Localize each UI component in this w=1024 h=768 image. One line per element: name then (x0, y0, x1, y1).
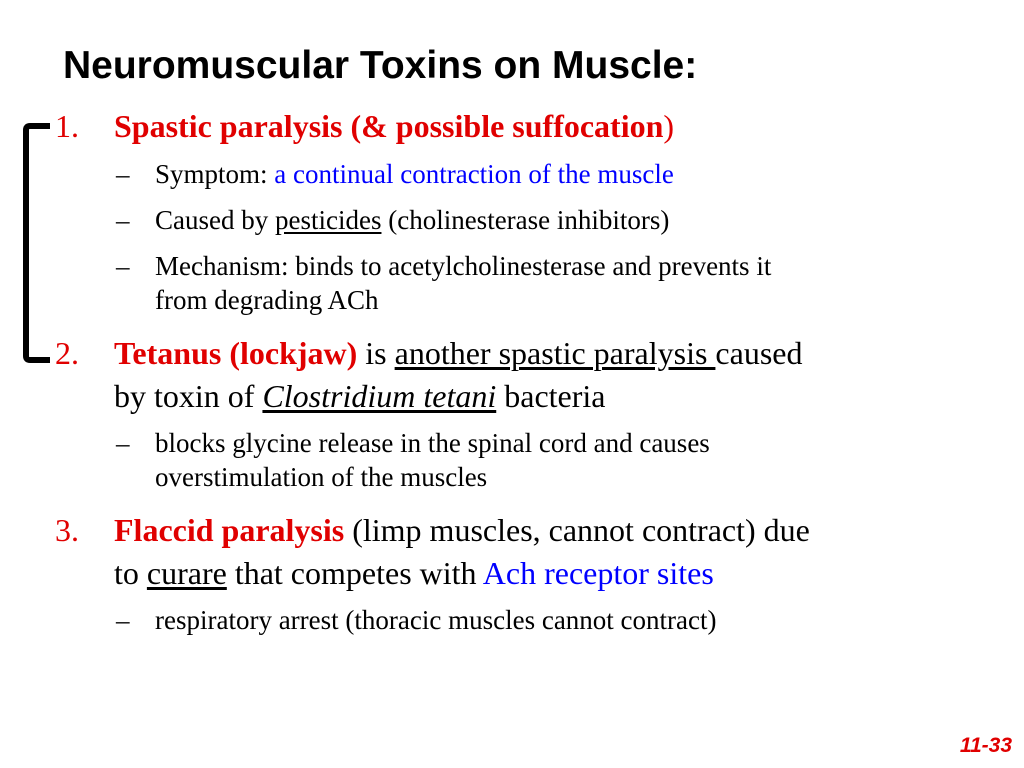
item-3-sub-1-dash: – (116, 605, 130, 635)
item-2-underlined: another spastic paralysis (394, 335, 716, 371)
sub-suffix: (cholinesterase inhibitors) (381, 205, 670, 235)
item-2-heading: Tetanus (lockjaw) (114, 335, 358, 371)
slide-title: Neuromuscular Toxins on Muscle: (63, 44, 698, 87)
item-2-sub-1-line-1: blocks glycine release in the spinal cord and causes (155, 428, 710, 458)
item-2-line-2 (114, 378, 605, 415)
sub-underlined: pesticides (274, 205, 382, 235)
item-1-sub-2 (155, 205, 669, 236)
item-1-sub-3-dash: – (116, 251, 130, 281)
item-2-sub-1-dash: – (116, 428, 130, 458)
item-1-sub-2-dash: – (116, 205, 130, 235)
item-1-sub-3-line-1: Mechanism: binds to acetylcholinesterase and prevents it (155, 251, 772, 281)
item-2-line-1 (114, 335, 802, 372)
item-1-heading-text: Spastic paralysis (& possible suffocation (114, 108, 664, 144)
item-2-line-2-suffix: bacteria (496, 378, 606, 414)
item-3-line-2-prefix: to (114, 555, 147, 591)
bracket-icon (22, 123, 52, 363)
item-2-number: 2. (55, 335, 79, 371)
item-1-heading-close: ) (663, 108, 675, 144)
item-2-text-caused: caused (715, 335, 803, 371)
item-1-sub-3-line-2: from degrading ACh (155, 285, 379, 315)
item-1-number: 1. (55, 108, 79, 144)
item-2-text-is: is (357, 335, 395, 371)
item-2-species: Clostridium tetani (262, 378, 497, 414)
item-3-highlight: Ach receptor sites (482, 555, 714, 591)
sub-prefix: Caused by (155, 205, 275, 235)
item-3-line-1 (114, 512, 810, 549)
slide-number: 11-33 (959, 734, 1012, 757)
item-3-text-rest: (limp muscles, cannot contract) due (344, 512, 810, 548)
sub-highlight: a continual contraction of the muscle (274, 159, 674, 189)
sub-prefix: Symptom: (155, 159, 275, 189)
item-3-underlined: curare (146, 555, 227, 591)
item-2-line-2-prefix: by toxin of (114, 378, 263, 414)
item-1-sub-1-dash: – (116, 159, 130, 189)
item-1-sub-1 (155, 159, 674, 190)
item-3-line-2 (114, 555, 714, 592)
item-3-sub-1: respiratory arrest (thoracic muscles cannot contract) (155, 605, 717, 635)
item-3-number: 3. (55, 512, 79, 548)
item-3-line-2-mid: that competes with (226, 555, 483, 591)
item-1-heading (114, 108, 674, 145)
item-2-sub-1-line-2: overstimulation of the muscles (155, 462, 488, 492)
item-3-heading: Flaccid paralysis (114, 512, 345, 548)
